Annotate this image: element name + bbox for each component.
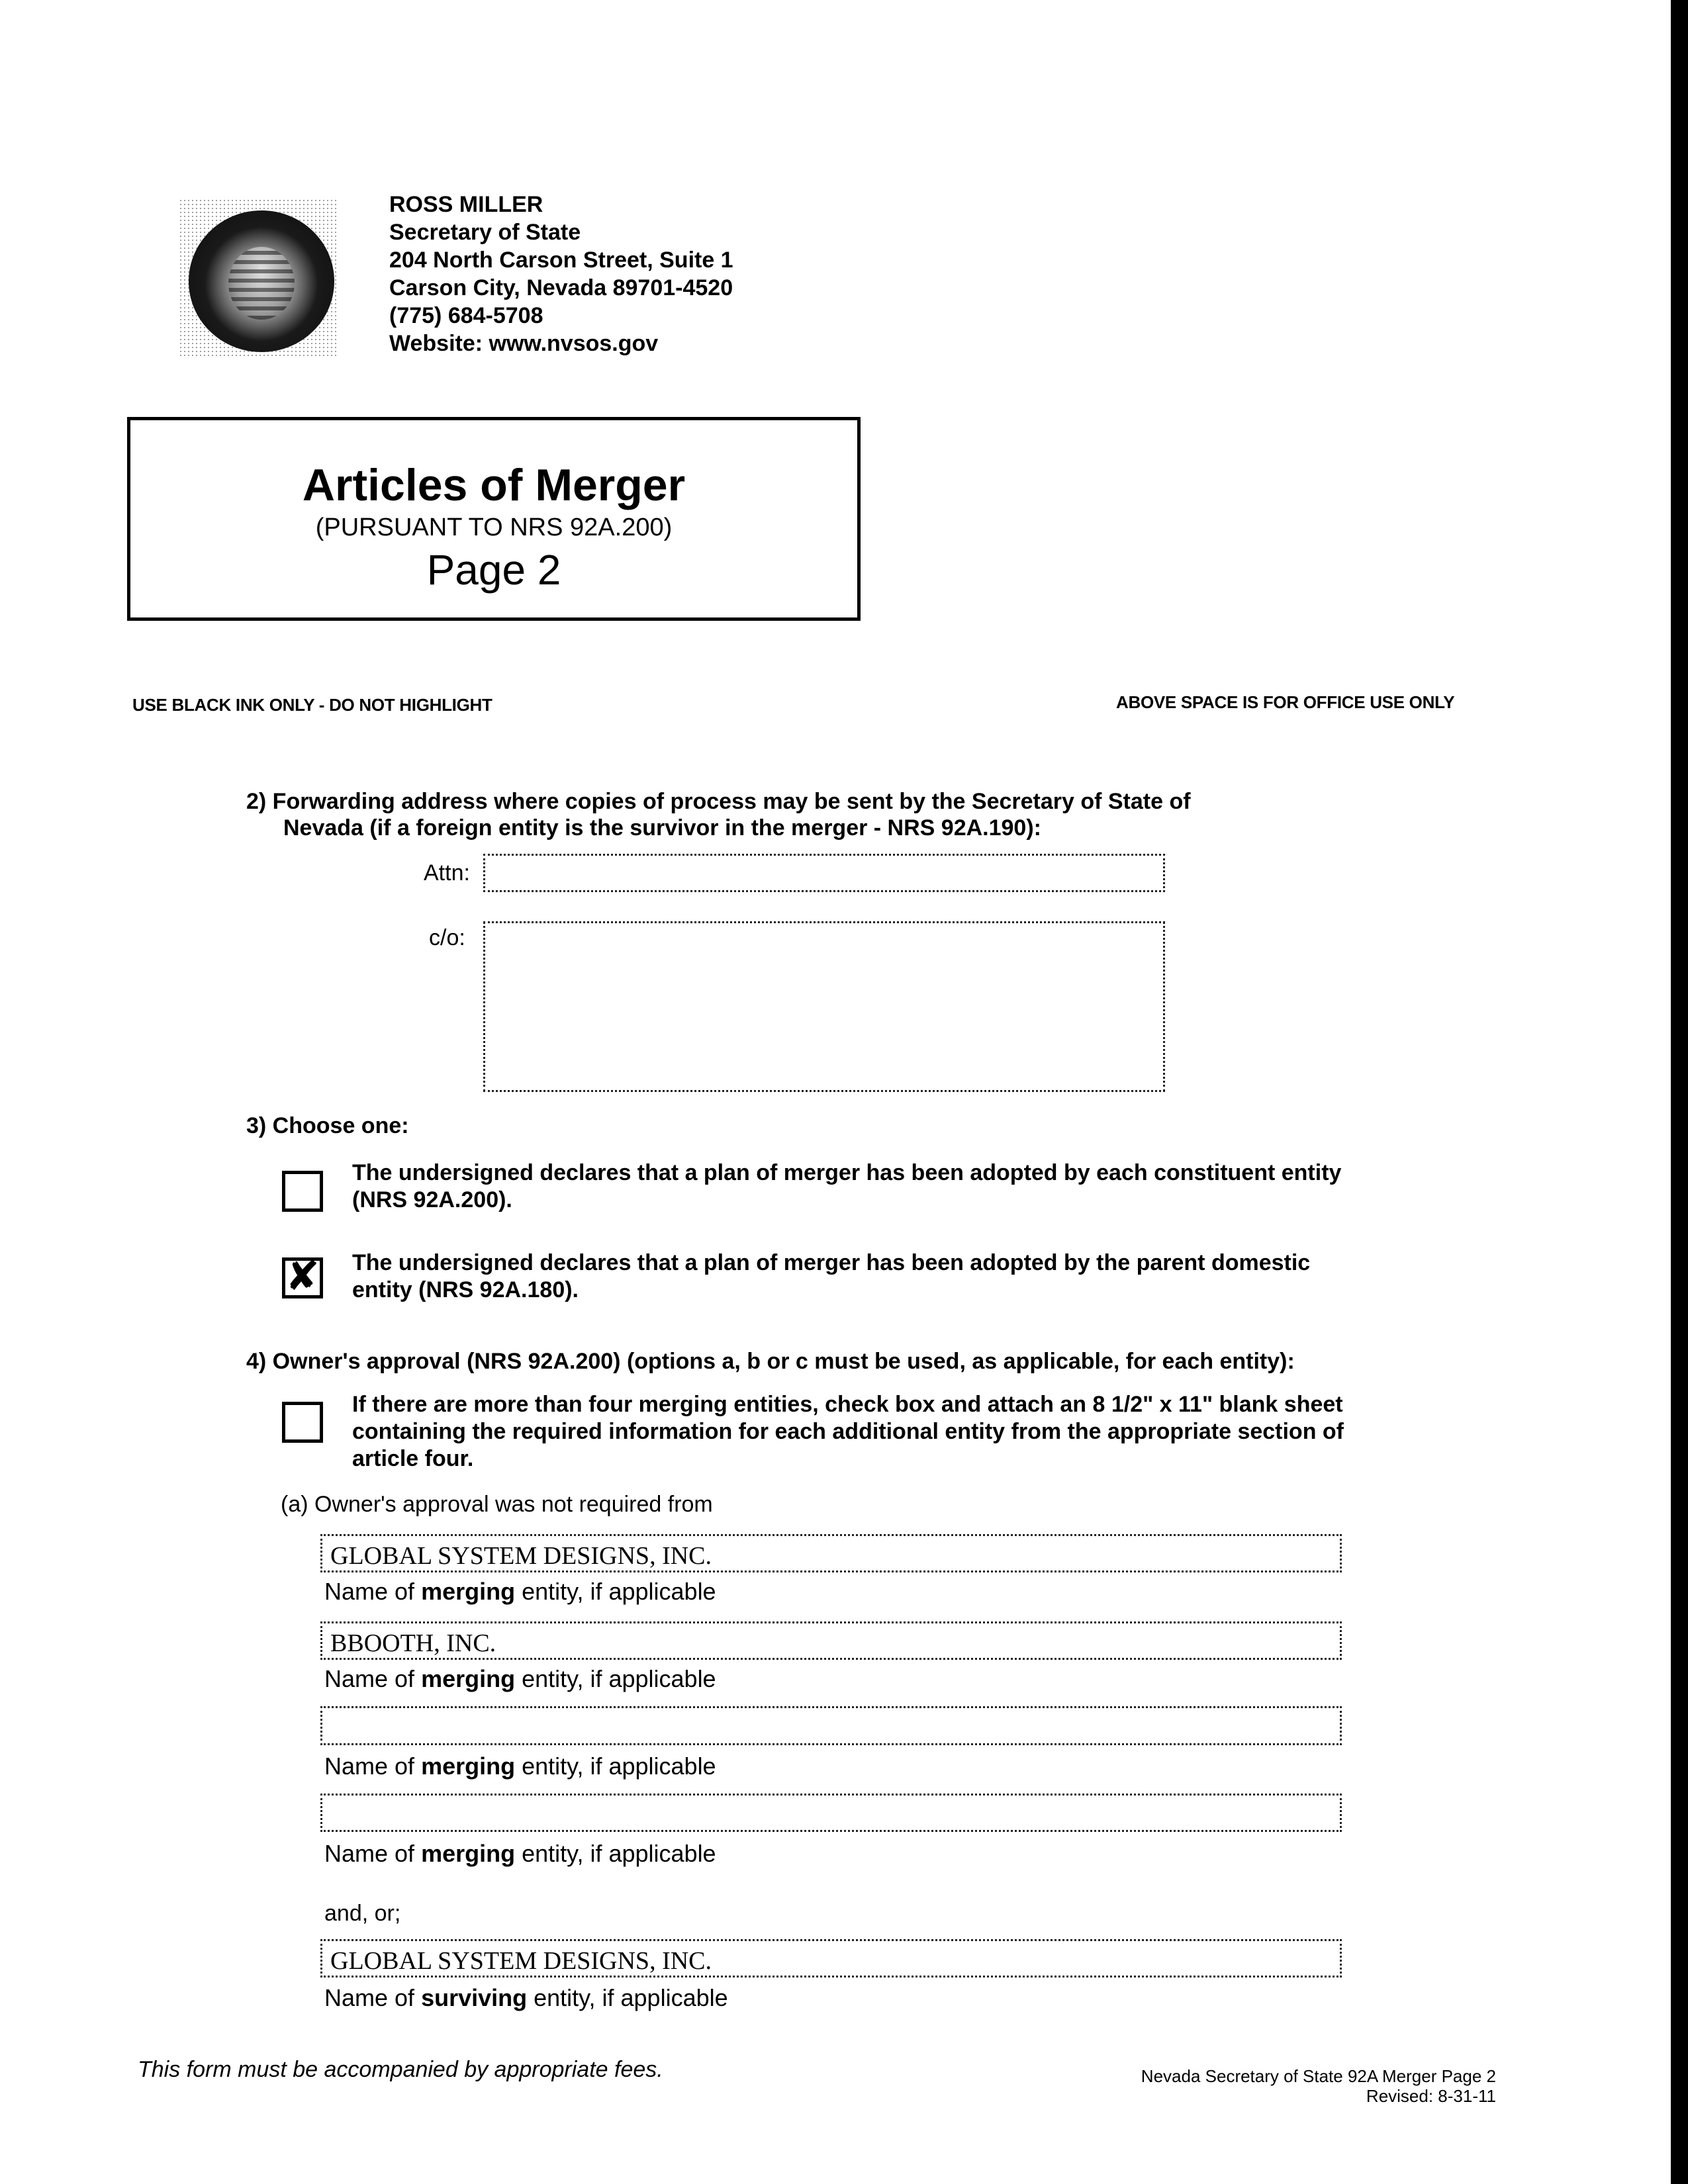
option-1-line-2: (NRS 92A.200). [352, 1187, 512, 1212]
section-3-heading: 3) Choose one: [246, 1113, 409, 1138]
address-line-1: 204 North Carson Street, Suite 1 [389, 248, 733, 273]
co-textarea[interactable] [483, 921, 1165, 1092]
more-than-four-entities-label [352, 1391, 1344, 1473]
surviving-entity-value: GLOBAL SYSTEM DESIGNS, INC. [330, 1947, 712, 1975]
form-page-number: Page 2 [426, 546, 561, 594]
scan-edge-bar [1671, 0, 1688, 2184]
merging-entity-4-caption: Name of merging entity, if applicable [324, 1840, 716, 1867]
merging-entity-3-input[interactable] [320, 1706, 1342, 1745]
check-mark-icon [285, 1169, 320, 1203]
surviving-entity-input[interactable] [320, 1939, 1342, 1978]
merging-entity-2-value: BBOOTH, INC. [330, 1629, 496, 1657]
merging-entity-3-caption: Name of merging entity, if applicable [324, 1752, 716, 1780]
option-each-constituent-entity-label [352, 1160, 1341, 1214]
section-2-heading-line-2: Nevada (if a foreign entity is the survivor in the merger - NRS 92A.190): [283, 815, 1041, 841]
more-than-four-line-1: If there are more than four merging entities, check box and attach an 8 1/2" x 11" blank sheet [352, 1392, 1343, 1417]
secretary-title: Secretary of State [389, 220, 581, 245]
merging-entity-1-input[interactable] [320, 1534, 1342, 1572]
form-title-box [127, 417, 861, 621]
merging-entity-4-input[interactable] [320, 1794, 1342, 1832]
section-2-heading-line-1: 2) Forwarding address where copies of process may be sent by the Secretary of State of [246, 789, 1191, 814]
co-label: c/o: [429, 925, 465, 950]
attn-label: Attn: [424, 860, 470, 886]
address-line-2: Carson City, Nevada 89701-4520 [389, 275, 733, 300]
checkbox-more-than-four-entities[interactable] [282, 1402, 323, 1443]
merging-entity-1-caption: Name of merging entity, if applicable [324, 1578, 716, 1605]
ink-notice: USE BLACK INK ONLY - DO NOT HIGHLIGHT [132, 695, 492, 715]
surviving-entity-caption: Name of surviving entity, if applicable [324, 1984, 728, 2011]
option-2-line-2: entity (NRS 92A.180). [352, 1277, 579, 1302]
office-use-notice: ABOVE SPACE IS FOR OFFICE USE ONLY [1116, 692, 1455, 712]
checkbox-parent-domestic-entity[interactable] [282, 1251, 323, 1300]
merging-entity-1-value: GLOBAL SYSTEM DESIGNS, INC. [330, 1542, 712, 1570]
more-than-four-line-3: article four. [352, 1446, 474, 1471]
merging-entity-2-caption: Name of merging entity, if applicable [324, 1665, 716, 1692]
secretary-name: ROSS MILLER [389, 192, 543, 217]
x-mark-icon: ✘ [285, 1251, 320, 1300]
checkbox-each-constituent-entity[interactable] [282, 1171, 323, 1212]
revision-date: Revised: 8-31-11 [1366, 2086, 1496, 2106]
more-than-four-line-2: containing the required information for each additional entity from the appropriate section of [352, 1419, 1344, 1444]
form-identifier: Nevada Secretary of State 92A Merger Page 2 [1141, 2066, 1496, 2086]
merging-entity-2-input[interactable] [320, 1621, 1342, 1660]
attn-input[interactable] [483, 854, 1165, 892]
office-contact-block [389, 191, 733, 357]
form-subtitle: (PURSUANT TO NRS 92A.200) [315, 514, 673, 541]
option-parent-domestic-entity-label [352, 1250, 1310, 1304]
form-title: Articles of Merger [302, 460, 686, 510]
option-1-line-1: The undersigned declares that a plan of merger has been adopted by each constituent entity [352, 1160, 1342, 1185]
option-2-line-1: The undersigned declares that a plan of merger has been adopted by the parent domestic [352, 1250, 1311, 1275]
fees-notice: This form must be accompanied by appropriate fees. [138, 2057, 663, 2082]
website: Website: www.nvsos.gov [389, 331, 659, 356]
section-4-heading: 4) Owner's approval (NRS 92A.200) (options a, b or c must be used, as applicable, for each entity): [246, 1349, 1295, 1374]
seal-emblem [228, 247, 295, 320]
option-a-label: (a) Owner's approval was not required from [281, 1492, 713, 1517]
form-revision-info [1141, 2066, 1496, 2106]
and-or-label: and, or; [324, 1901, 401, 1926]
nevada-state-seal-icon [189, 210, 334, 352]
phone-number: (775) 684-5708 [389, 303, 543, 328]
